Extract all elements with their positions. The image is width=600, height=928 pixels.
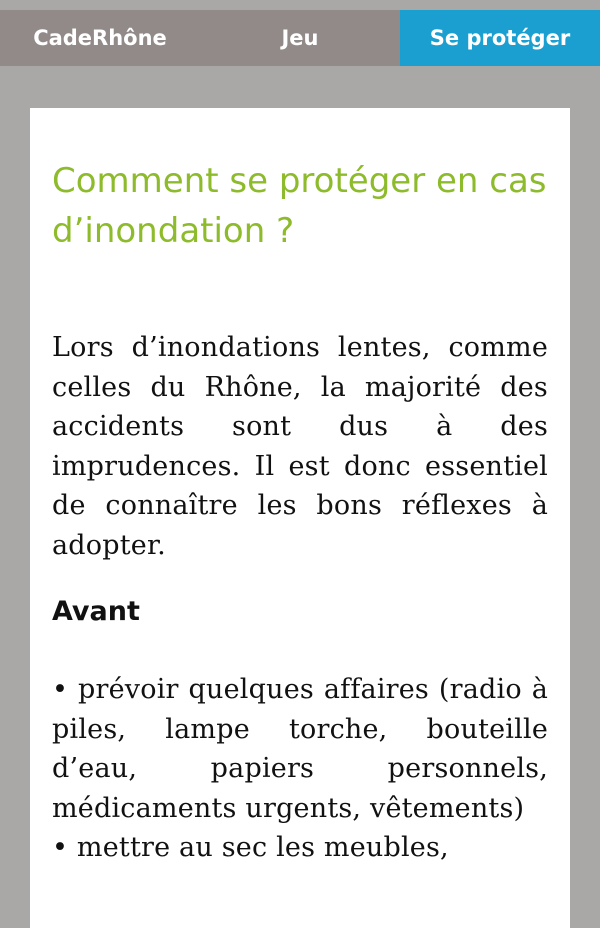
page-title: Comment se protéger en cas d’inondation ? [52,161,547,251]
section-heading-avant: Avant [52,596,140,627]
nav-item-se-proteger[interactable]: Se protéger [400,10,600,66]
top-strip [0,0,600,10]
top-navigation [0,10,600,66]
intro-paragraph: Lors d’inondations lentes, comme celles du Rhône, la majorité des accidents sont dus à des imprudences. Il est donc essentiel de connaître les bons réflexes à adopter. [52,332,548,561]
content-card [30,108,570,928]
avant-bullet-list [52,670,548,868]
nav-item-caderhone[interactable]: CadeRhône [33,26,167,50]
nav-item-jeu[interactable]: Jeu [281,26,319,50]
list-item: • mettre au sec les meubles, [52,832,449,863]
list-item: • prévoir quelques affaires (radio à piles, lampe torche, bouteille d’eau, papiers personnels, médicaments urgents, vêtements) [52,674,548,824]
